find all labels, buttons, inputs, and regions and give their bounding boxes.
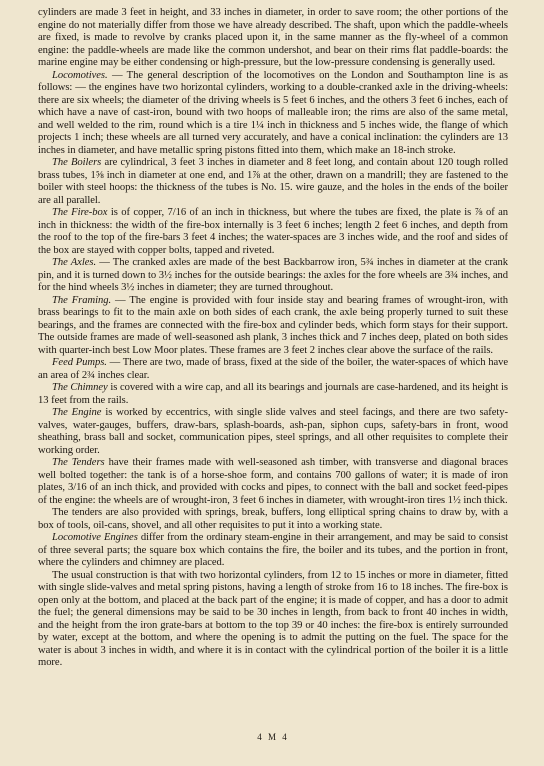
document-page bbox=[38, 0, 508, 766]
paragraph-locomotive-engines: Locomotive Engines differ from the ordinary steam-engine in their arrangement, and may be said to consist of three several parts; the square box which contains the fire, the boiler and its tubes, and the portion in front, where the cylinders and chimney are placed. bbox=[38, 532, 509, 568]
paragraph-chimney: The Chimney is covered with a wire cap, and all its bearings and journals are case-hardened, and its height is 13 feet from the rails. bbox=[38, 382, 508, 406]
page-signature: 4 M 4 bbox=[257, 732, 289, 742]
paragraph-construction: The usual construction is that with two horizontal cylinders, from 12 to 15 inches or more in diameter, fitted with single slide-valves and metal spring pistons, having a length of stroke from 16 to 18 inches. The fire-box is open only at the bottom, and placed at the back part of the engine; it is made of copper, and has a door to admit the fuel; the general dimensions may be said to be 30 inches in length, from back to front 40 inches in width, and the height from the iron grate-bars at bottom to the top 39 or 40 inches: the fire-box is entirely surrounded by water, except at the bottom, and where the opening is to admit the putting on the fuel. The space for the water is about 3 inches in width, and where it is in contact with the cylindrical portion of the boiler it is a little more. bbox=[38, 569, 508, 668]
paragraph-framing: The Framing. — The engine is provided with four inside stay and bearing frames of wrought-iron, with brass bearings to fit to the main axle on both sides of each crank, the axle being properly turned to suit these bearings, and the frames are connected with the fire-box and cylinder beds, which form stays for their support. The outside frames are made of well-seasoned ash plank, 3 inches thick and 7 inches deep, plated on both sides with quarter-inch best Low Moor plates. These frames are 3 feet 2 inches clear above the surface of the rails. bbox=[38, 294, 508, 356]
paragraph-boilers: The Boilers are cylindrical, 3 feet 3 inches in diameter and 8 feet long, and contain about 120 tough rolled brass tubes, 1⅝ inch in diameter at one end, and 1⅞ at the other, drawn on a mandrill; they are fastened to the boiler with steel hoops: the thickness of the tubes is No. 15. wire gauze, and the holes in the ends of the boiler are all parallel. bbox=[38, 157, 508, 206]
paragraph-0: cylinders are made 3 feet in height, and 33 inches in diameter, in order to save room; the other portions of the engine do not materially differ from those we have already described. The shaft, upon which the paddle-wheels are fixed, is made to revolve by cranks placed upon it, in the same manner as the fly-wheel of a common engine: the paddle-wheels are made like the common undershot, and bear on their rims flat paddle-boards: the marine engine may be either condensing or high-pressure, but the low-pressure condensing is generally used. bbox=[38, 7, 508, 68]
body-text bbox=[38, 7, 508, 670]
heading-locomotives: Locomotives. bbox=[52, 69, 108, 81]
paragraph-fire-box: The Fire-box is of copper, 7/16 of an inch in thickness, but where the tubes are fixed, the plate is ⅞ of an inch in thickness: the width of the fire-box internally is 3 feet 6 inches; length 2 feet 6 inches, and depth from the roof to the top of the fire-bars 3 feet 4 inches; the water-spaces are 3 inches wide, and the roof and sides of the box are stayed with copper bolts, tapped and riveted. bbox=[38, 207, 509, 256]
paragraph-tenders: The Tenders have their frames made with well-seasoned ash timber, with transverse and diagonal braces well bolted together: the tank is of a horse-shoe form, and contains 700 gallons of water; it is made of iron plates, 3/16 of an inch thick, and provided with cocks and pipes, to connect with the ball and socket feed-pipes of the engine: the wheels are of wrought-iron, 3 feet 6 inches in diameter, with wrought-iron tires 1½ inch thick. bbox=[38, 457, 508, 506]
paragraph-engine: The Engine is worked by eccentrics, with single slide valves and steel facings, and there are two safety-valves, water-gauges, buffers, draw-bars, splash-boards, ash-pan, siphon cups, safety-bars in front, wood sheathing, brass ball and socket, communication pipes, steel springs, and all other requisites to complete their working order. bbox=[38, 407, 509, 456]
heading-chimney: The Chimney bbox=[52, 382, 108, 393]
heading-locomotive-engines: Locomotive Engines bbox=[52, 532, 138, 543]
heading-tenders: The Tenders bbox=[52, 457, 105, 468]
paragraph-axles: The Axles. — The cranked axles are made of the best Backbarrow iron, 5¾ inches in diameter at the crank pin, and it is turned down to 3½ inches for the outside bearings: the axles for the fore wheels are 3¾ inches, and for the hind wheels 3½ inches in diameter; they are turned throughout. bbox=[38, 257, 509, 293]
heading-boilers: The Boilers bbox=[52, 157, 102, 168]
paragraph-locomotives: Locomotives. — The general description of the locomotives on the London and Southampton line is as follows: — the engines have two horizontal cylinders, working to a double-cranked axle in the driving-wheels: there are six wheels; the diameter of the driving wheels is 5 feet 6 inches, and the others 3 feet 6 inches, each of which have a nave of cast-iron, bound with two hoops of malleable iron; the rims are also of the same metal, and well welded to the rim, round which is a tire 1¼ inch in thickness and 5 inches wide, the flange of which projects 1 inch; these wheels are all turned very accurately, and have a conical inclination: the cylinders are 13 inches in diameter, and have metallic spring pistons fitted into them, which make an 18-inch stroke. bbox=[38, 69, 508, 156]
heading-axles: The Axles. bbox=[52, 257, 97, 268]
heading-engine: The Engine bbox=[52, 407, 102, 418]
heading-fire-box: The Fire-box bbox=[52, 207, 108, 218]
paragraph-feed-pumps: Feed Pumps. — There are two, made of brass, fixed at the side of the boiler, the water-spaces of which have an area of 2¾ inches clear. bbox=[38, 357, 509, 381]
heading-framing: The Framing. bbox=[52, 294, 112, 306]
heading-feed-pumps: Feed Pumps. bbox=[52, 357, 107, 368]
paragraph-tenders-cont: The tenders are also provided with springs, break, buffers, long elliptical spring chains to draw by, with a box of tools, oil-cans, shovel, and all other requisites to put it into a working state. bbox=[38, 507, 508, 531]
